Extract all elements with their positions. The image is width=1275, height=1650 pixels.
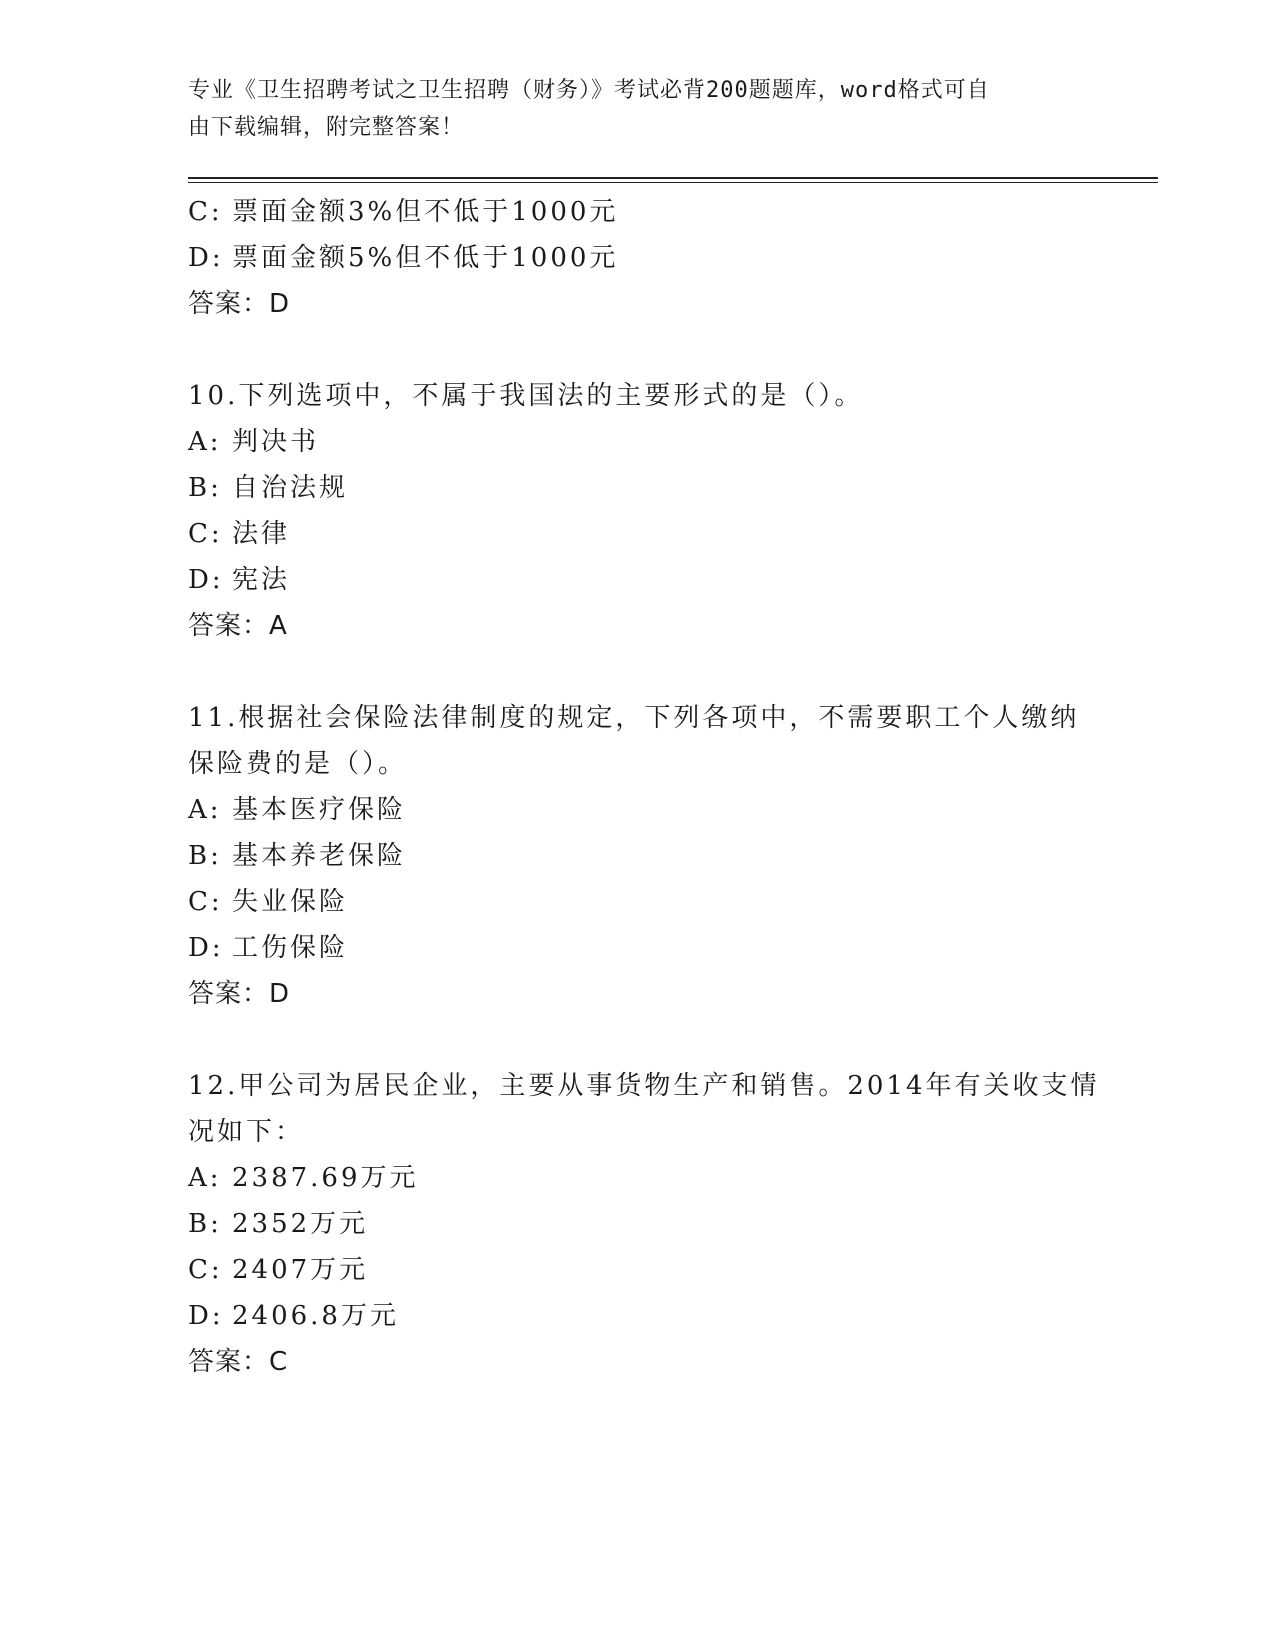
option-a [188,1155,1088,1201]
question-stem-continued: 保险费的是（）。 [188,749,408,779]
question-stem: 10.下列选项中，不属于我国法的主要形式的是（）。 [188,381,864,411]
document-header [188,72,1068,146]
option-text: 判决书 [232,427,320,457]
option-letter: A: [188,795,222,825]
option-letter: D: [188,1301,224,1331]
option-text: 基本养老保险 [232,841,407,871]
option-letter: C: [188,197,223,227]
question-list [188,189,1100,1385]
option-letter: C: [188,519,223,549]
option-letter: D: [188,243,224,273]
option-d [188,235,1088,281]
question-stem: 11.根据社会保险法律制度的规定，下列各项中，不需要职工个人缴纳 [188,703,1080,733]
answer-line: 答案：A [188,611,288,641]
option-letter: A: [188,427,222,457]
question-10 [188,373,1088,649]
option-text: 2407万元 [232,1255,369,1285]
option-a [188,787,1088,833]
option-text: 法律 [232,519,291,549]
prev-question-tail [188,189,1088,327]
spacer [188,1017,1088,1063]
option-c [188,1247,1088,1293]
option-letter: C: [188,887,223,917]
answer-line: 答案：C [188,1347,289,1377]
option-c [188,189,1088,235]
question-11 [188,695,1088,1017]
answer-line: 答案：D [188,289,291,319]
option-text: 工伤保险 [232,933,349,963]
header-line-1: 专业《卫生招聘考试之卫生招聘（财务）》考试必背200题题库，word格式可自 [188,78,990,103]
option-text: 宪法 [232,565,291,595]
option-d [188,925,1088,971]
option-text: 基本医疗保险 [232,795,407,825]
option-text: 票面金额3%但不低于1000元 [232,197,619,227]
option-letter: D: [188,565,224,595]
question-stem: 12.甲公司为居民企业，主要从事货物生产和销售。2014年有关收支情 [188,1071,1100,1101]
option-d [188,1293,1088,1339]
option-text: 自治法规 [232,473,349,503]
question-stem-continued: 况如下： [188,1117,305,1147]
option-letter: B: [188,1209,222,1239]
option-letter: D: [188,933,224,963]
option-b [188,465,1088,511]
spacer [188,649,1088,695]
option-a [188,419,1088,465]
option-b [188,833,1088,879]
question-12 [188,1063,1100,1385]
option-c [188,879,1088,925]
option-b [188,1201,1088,1247]
option-text: 2387.69万元 [232,1163,419,1193]
header-divider-thick [188,177,1158,179]
option-letter: A: [188,1163,222,1193]
option-text: 票面金额5%但不低于1000元 [232,243,619,273]
option-d [188,557,1088,603]
option-letter: B: [188,841,222,871]
option-text: 2352万元 [232,1209,369,1239]
option-text: 失业保险 [232,887,349,917]
header-line-2: 由下载编辑，附完整答案！ [188,115,465,140]
answer-line: 答案：D [188,979,291,1009]
option-c [188,511,1088,557]
spacer [188,327,1088,373]
header-divider-thin [188,182,1158,183]
option-letter: C: [188,1255,223,1285]
option-text: 2406.8万元 [232,1301,399,1331]
option-letter: B: [188,473,222,503]
